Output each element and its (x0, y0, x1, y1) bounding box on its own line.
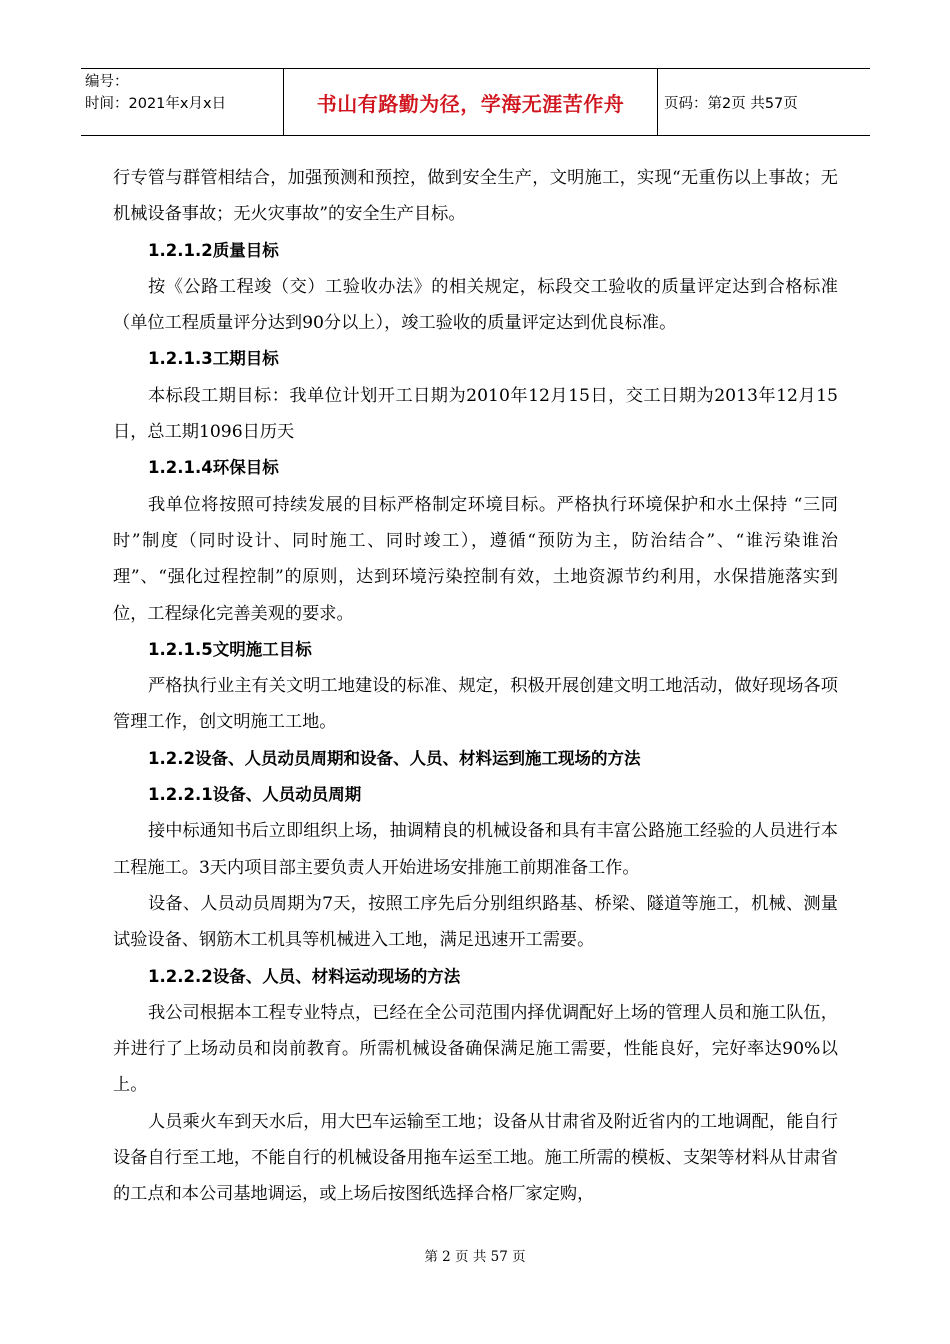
paragraph: 接中标通知书后立即组织上场，抽调精良的机械设备和具有丰富公路施工经验的人员进行本工程施工。3天内项目部主要负责人开始进场安排施工前期准备工作。 (113, 821, 838, 878)
section-heading: 1.2.1.3工期目标 (148, 349, 279, 369)
header-page-info: 页码：第2页 共57页 (664, 95, 798, 112)
section-heading: 1.2.2.1设备、人员动员周期 (148, 785, 362, 805)
section-heading: 1.2.1.5文明施工目标 (148, 639, 312, 659)
paragraph: 我公司根据本工程专业特点，已经在全公司范围内择优调配好上场的管理人员和施工队伍，并进行了上场动员和岗前教育。所需机械设备确保满足施工需要，性能良好，完好率达90%以上。 (113, 1002, 838, 1096)
section-heading: 1.2.2设备、人员动员周期和设备、人员、材料运到施工现场的方法 (148, 748, 641, 768)
paragraph: 本标段工期目标：我单位计划开工日期为2010年12月15日，交工日期为2013年12月15日，总工期1096日历天 (113, 385, 838, 443)
section-heading: 1.2.2.2设备、人员、材料运动现场的方法 (148, 966, 461, 986)
page-footer: 第 2 页 共 57 页 (424, 1249, 526, 1265)
document-body (113, 160, 838, 1213)
document-number-label: 编号： (85, 74, 129, 90)
header-motto: 书山有路勤为径，学海无涯苦作舟 (283, 69, 658, 135)
section-heading: 1.2.1.4环保目标 (148, 458, 279, 478)
document-date: 时间：2021年x月x日 (85, 96, 227, 112)
paragraph: 人员乘火车到天水后，用大巴车运输至工地；设备从甘肃省及附近省内的工地调配，能自行设备自行至工地，不能自行的机械设备用拖车运至工地。施工所需的模板、支架等材料从甘肃省的工点和本公司基地调运，或上场后按图纸选择合格厂家定购， (113, 1111, 838, 1205)
section-heading: 1.2.1.2质量目标 (148, 240, 279, 260)
paragraph: 按《公路工程竣（交）工验收办法》的相关规定，标段交工验收的质量评定达到合格标准（单位工程质量评分达到90分以上），竣工验收的质量评定达到优良标准。 (113, 276, 838, 334)
page-header (81, 68, 870, 136)
paragraph: 设备、人员动员周期为7天，按照工序先后分别组织路基、桥梁、隧道等施工，机械、测量试验设备、钢筋木工机具等机械进入工地，满足迅速开工需要。 (113, 893, 838, 951)
header-meta (81, 69, 283, 135)
paragraph: 我单位将按照可持续发展的目标严格制定环境目标。严格执行环境保护和水土保持 “三同时”制度（同时设计、同时施工、同时竣工），遵循“预防为主，防治结合”、“谁污染谁治理”、“强化过程控制”的原则，达到环境污染控制有效，土地资源节约利用，水保措施落实到位，工程绿化完善美观的要求。 (113, 494, 838, 624)
paragraph: 行专管与群管相结合，加强预测和预控，做到安全生产，文明施工，实现“无重伤以上事故；无机械设备事故；无火灾事故”的安全生产目标。 (113, 168, 838, 225)
paragraph: 严格执行业主有关文明工地建设的标准、规定，积极开展创建文明工地活动，做好现场各项管理工作，创文明施工工地。 (113, 676, 838, 733)
